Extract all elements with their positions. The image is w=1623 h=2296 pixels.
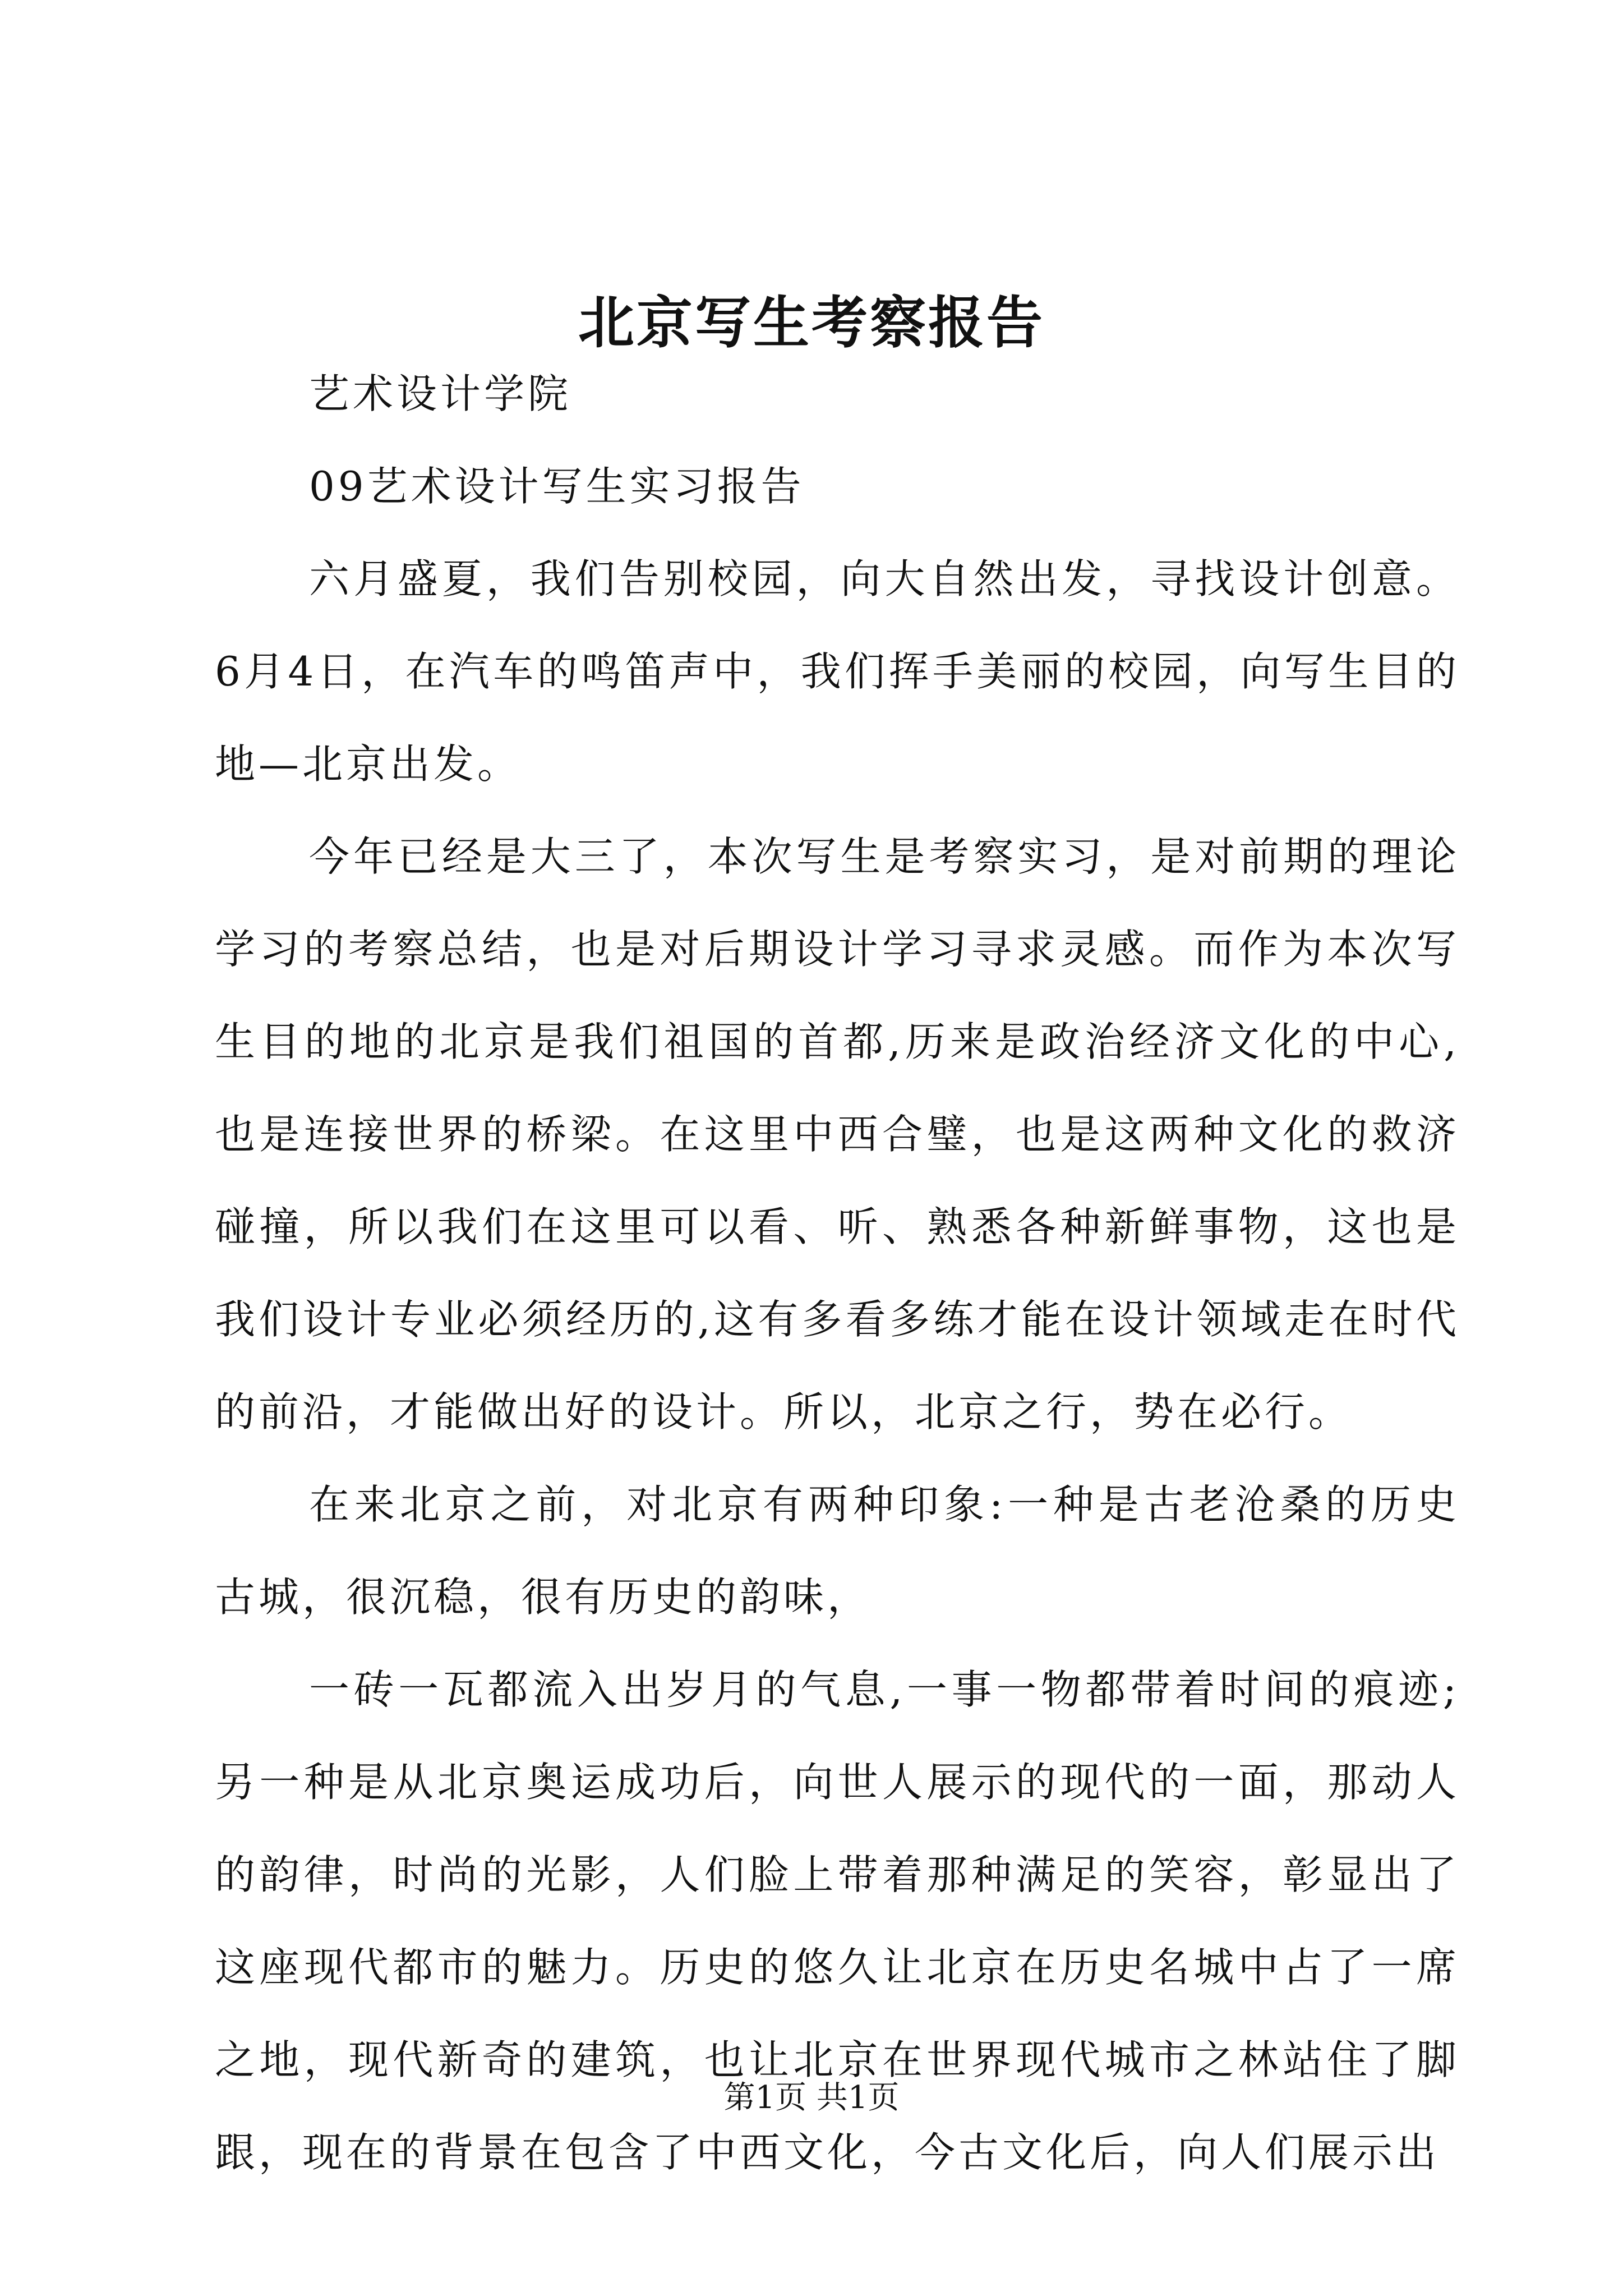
document-body — [215, 348, 1460, 2199]
body-paragraph: 一砖一瓦都流入出岁月的气息,一事一物都带着时间的痕迹;另一种是从北京奥运成功后，向世人展示的现代的一面，那动人的韵律，时尚的光影，人们脸上带着那种满足的笑容，彰显出了这座现代都市的魅力。历史的悠久让北京在历史名城中占了一席之地，现代新奇的建筑，也让北京在世界现代城市之林站住了脚跟，现在的背景在包含了中西文化，今古文化后，向人们展示出 — [215, 1666, 1460, 2176]
body-paragraph: 在来北京之前，对北京有两种印象:一种是古老沧桑的历史古城，很沉稳，很有历史的韵味， — [215, 1481, 1460, 1621]
author-line-report: 09艺术设计写生实习报告 — [309, 463, 805, 510]
body-paragraph: 六月盛夏，我们告别校园，向大自然出发，寻找设计创意。6月4日，在汽车的鸣笛声中，我们挥手美丽的校园，向写生目的地—北京出发。 — [215, 555, 1460, 788]
body-paragraph: 今年已经是大三了，本次写生是考察实习，是对前期的理论学习的考察总结，也是对后期设计学习寻求灵感。而作为本次写生目的地的北京是我们祖国的首都,历来是政治经济文化的中心,也是连接世界的桥梁。在这里中西合璧，也是这两种文化的救济碰撞，所以我们在这里可以看、听、熟悉各种新鲜事物，这也是我们设计专业必须经历的,这有多看多练才能在设计领域走在时代的前沿，才能做出好的设计。所以，北京之行，势在必行。 — [215, 833, 1460, 1435]
page-footer: 第1页 共1页 — [723, 2079, 900, 2116]
document-title: 北京写生考察报告 — [578, 289, 1045, 356]
author-line-college: 艺术设计学院 — [309, 370, 572, 417]
